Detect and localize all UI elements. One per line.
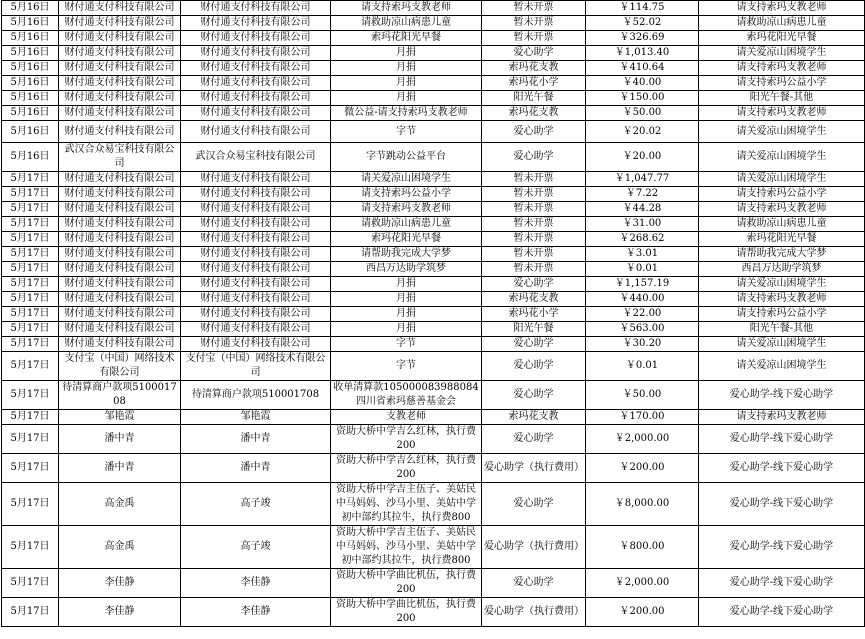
project-cell: 爱心助学（执行费用） (482, 526, 586, 569)
channel-cell: 财付通支付科技有限公司 (181, 91, 331, 106)
table-row (2, 61, 865, 76)
table-row (2, 121, 865, 143)
purpose-cell: 请支持索玛公益小学 (699, 307, 865, 322)
purpose-cell: 爱心助学-线下爱心助学 (699, 598, 865, 627)
table-row (2, 526, 865, 569)
memo-cell: 请救助凉山病患儿童 (331, 16, 482, 31)
project-cell: 爱心助学 (482, 337, 586, 352)
date-cell: 5月16日 (2, 61, 59, 76)
amount-cell: ￥20.02 (586, 121, 699, 143)
channel-cell: 邹艳霞 (181, 410, 331, 425)
payer-cell: 财付通支付科技有限公司 (59, 232, 181, 247)
memo-cell: 资助大桥中学吉主伍子、美姑民中马妈妈、沙马小里、美姑中学初中部约其拉牛，执行费800 (331, 483, 482, 526)
memo-cell: 索玛花阳光早餐 (331, 31, 482, 46)
project-cell: 爱心助学 (482, 381, 586, 410)
date-cell: 5月17日 (2, 262, 59, 277)
table-row (2, 31, 865, 46)
payer-cell: 武汉合众易宝科技有限公司 (59, 143, 181, 172)
date-cell: 5月17日 (2, 247, 59, 262)
payer-cell: 高金禹 (59, 483, 181, 526)
amount-cell: ￥200.00 (586, 454, 699, 483)
memo-cell: 请支持索玛支教老师 (331, 1, 482, 16)
purpose-cell: 请关爱凉山困境学生 (699, 143, 865, 172)
project-cell: 索玛花支教 (482, 410, 586, 425)
memo-cell: 月捐 (331, 292, 482, 307)
purpose-cell: 爱心助学-线下爱心助学 (699, 425, 865, 454)
purpose-cell: 阳光午餐-其他 (699, 91, 865, 106)
project-cell: 爱心助学 (482, 483, 586, 526)
project-cell: 索玛花支教 (482, 61, 586, 76)
amount-cell: ￥150.00 (586, 91, 699, 106)
date-cell: 5月16日 (2, 106, 59, 121)
channel-cell: 财付通支付科技有限公司 (181, 121, 331, 143)
channel-cell: 财付通支付科技有限公司 (181, 202, 331, 217)
table-row (2, 1, 865, 16)
payer-cell: 财付通支付科技有限公司 (59, 46, 181, 61)
payer-cell: 财付通支付科技有限公司 (59, 31, 181, 46)
date-cell: 5月17日 (2, 526, 59, 569)
memo-cell: 月捐 (331, 322, 482, 337)
memo-cell: 字节跳动公益平台 (331, 143, 482, 172)
date-cell: 5月16日 (2, 121, 59, 143)
date-cell: 5月17日 (2, 598, 59, 627)
purpose-cell: 请关爱凉山困境学生 (699, 121, 865, 143)
table-row (2, 381, 865, 410)
amount-cell: ￥2,000.00 (586, 425, 699, 454)
payer-cell: 潘中青 (59, 454, 181, 483)
table-row (2, 307, 865, 322)
channel-cell: 财付通支付科技有限公司 (181, 232, 331, 247)
date-cell: 5月17日 (2, 381, 59, 410)
payer-cell: 财付通支付科技有限公司 (59, 91, 181, 106)
amount-cell: ￥268.62 (586, 232, 699, 247)
amount-cell: ￥3.01 (586, 247, 699, 262)
purpose-cell: 请关爱凉山困境学生 (699, 46, 865, 61)
purpose-cell: 请帮助我完成大学梦 (699, 247, 865, 262)
amount-cell: ￥170.00 (586, 410, 699, 425)
amount-cell: ￥31.00 (586, 217, 699, 232)
project-cell: 爱心助学 (482, 425, 586, 454)
project-cell: 爱心助学 (482, 569, 586, 598)
amount-cell: ￥50.00 (586, 381, 699, 410)
memo-cell: 索玛花阳光早餐 (331, 232, 482, 247)
purpose-cell: 请支持索玛公益小学 (699, 76, 865, 91)
channel-cell: 潘中青 (181, 425, 331, 454)
project-cell: 暂未开票 (482, 187, 586, 202)
table-row (2, 46, 865, 61)
project-cell: 阳光午餐 (482, 322, 586, 337)
channel-cell: 财付通支付科技有限公司 (181, 247, 331, 262)
date-cell: 5月16日 (2, 91, 59, 106)
date-cell: 5月16日 (2, 76, 59, 91)
project-cell: 暂未开票 (482, 172, 586, 187)
channel-cell: 财付通支付科技有限公司 (181, 31, 331, 46)
purpose-cell: 请关爱凉山困境学生 (699, 277, 865, 292)
amount-cell: ￥0.01 (586, 262, 699, 277)
table-row (2, 202, 865, 217)
amount-cell: ￥20.00 (586, 143, 699, 172)
amount-cell: ￥1,157.19 (586, 277, 699, 292)
date-cell: 5月17日 (2, 232, 59, 247)
date-cell: 5月17日 (2, 337, 59, 352)
channel-cell: 高子竣 (181, 526, 331, 569)
date-cell: 5月17日 (2, 352, 59, 381)
project-cell: 暂未开票 (482, 247, 586, 262)
project-cell: 暂未开票 (482, 16, 586, 31)
date-cell: 5月17日 (2, 292, 59, 307)
payer-cell: 财付通支付科技有限公司 (59, 292, 181, 307)
channel-cell: 财付通支付科技有限公司 (181, 187, 331, 202)
purpose-cell: 请支持索玛支教老师 (699, 1, 865, 16)
donation-ledger-table (1, 0, 865, 627)
amount-cell: ￥30.20 (586, 337, 699, 352)
table-row (2, 106, 865, 121)
amount-cell: ￥800.00 (586, 526, 699, 569)
channel-cell: 财付通支付科技有限公司 (181, 172, 331, 187)
amount-cell: ￥1,047.77 (586, 172, 699, 187)
memo-cell: 字节 (331, 352, 482, 381)
memo-cell: 请关爱凉山困境学生 (331, 172, 482, 187)
memo-cell: 月捐 (331, 277, 482, 292)
memo-cell: 资助大桥中学曲比机伍，执行费200 (331, 569, 482, 598)
table-row (2, 410, 865, 425)
payer-cell: 财付通支付科技有限公司 (59, 187, 181, 202)
channel-cell: 武汉合众易宝科技有限公司 (181, 143, 331, 172)
channel-cell: 高子竣 (181, 483, 331, 526)
amount-cell: ￥52.02 (586, 16, 699, 31)
memo-cell: 请支持索玛公益小学 (331, 187, 482, 202)
purpose-cell: 请支持索玛支教老师 (699, 202, 865, 217)
date-cell: 5月17日 (2, 410, 59, 425)
date-cell: 5月17日 (2, 277, 59, 292)
channel-cell: 待清算商户款项510001708 (181, 381, 331, 410)
memo-cell: 资助大桥中学吉么红林，执行费200 (331, 454, 482, 483)
payer-cell: 财付通支付科技有限公司 (59, 106, 181, 121)
project-cell: 暂未开票 (482, 1, 586, 16)
purpose-cell: 请救助凉山病患儿童 (699, 217, 865, 232)
purpose-cell: 请支持索玛支教老师 (699, 106, 865, 121)
payer-cell: 财付通支付科技有限公司 (59, 16, 181, 31)
purpose-cell: 索玛花阳光早餐 (699, 31, 865, 46)
memo-cell: 月捐 (331, 61, 482, 76)
amount-cell: ￥50.00 (586, 106, 699, 121)
amount-cell: ￥200.00 (586, 598, 699, 627)
table-row (2, 247, 865, 262)
table-row (2, 232, 865, 247)
payer-cell: 李佳静 (59, 569, 181, 598)
payer-cell: 财付通支付科技有限公司 (59, 172, 181, 187)
project-cell: 暂未开票 (482, 31, 586, 46)
memo-cell: 字节 (331, 337, 482, 352)
amount-cell: ￥1,013.40 (586, 46, 699, 61)
amount-cell: ￥7.22 (586, 187, 699, 202)
purpose-cell: 爱心助学-线下爱心助学 (699, 483, 865, 526)
date-cell: 5月17日 (2, 454, 59, 483)
payer-cell: 财付通支付科技有限公司 (59, 337, 181, 352)
amount-cell: ￥2,000.00 (586, 569, 699, 598)
channel-cell: 李佳静 (181, 569, 331, 598)
date-cell: 5月16日 (2, 31, 59, 46)
ledger-body (2, 1, 865, 627)
project-cell: 爱心助学 (482, 352, 586, 381)
project-cell: 爱心助学 (482, 277, 586, 292)
table-row (2, 172, 865, 187)
project-cell: 暂未开票 (482, 202, 586, 217)
channel-cell: 财付通支付科技有限公司 (181, 337, 331, 352)
project-cell: 索玛花支教 (482, 106, 586, 121)
payer-cell: 财付通支付科技有限公司 (59, 322, 181, 337)
table-row (2, 292, 865, 307)
project-cell: 爱心助学 (482, 121, 586, 143)
project-cell: 爱心助学（执行费用） (482, 598, 586, 627)
memo-cell: 支教老师 (331, 410, 482, 425)
amount-cell: ￥563.00 (586, 322, 699, 337)
date-cell: 5月17日 (2, 187, 59, 202)
date-cell: 5月16日 (2, 16, 59, 31)
table-row (2, 262, 865, 277)
channel-cell: 财付通支付科技有限公司 (181, 76, 331, 91)
date-cell: 5月17日 (2, 322, 59, 337)
memo-cell: 请帮助我完成大学梦 (331, 247, 482, 262)
purpose-cell: 阳光午餐-其他 (699, 322, 865, 337)
purpose-cell: 请支持索玛公益小学 (699, 187, 865, 202)
channel-cell: 财付通支付科技有限公司 (181, 217, 331, 232)
memo-cell: 西昌万达助学筑梦 (331, 262, 482, 277)
channel-cell: 潘中青 (181, 454, 331, 483)
memo-cell: 请救助凉山病患儿童 (331, 217, 482, 232)
amount-cell: ￥410.64 (586, 61, 699, 76)
project-cell: 索玛花小学 (482, 307, 586, 322)
payer-cell: 邹艳霞 (59, 410, 181, 425)
project-cell: 索玛花小学 (482, 76, 586, 91)
date-cell: 5月16日 (2, 46, 59, 61)
purpose-cell: 请支持索玛支教老师 (699, 410, 865, 425)
date-cell: 5月16日 (2, 143, 59, 172)
payer-cell: 财付通支付科技有限公司 (59, 247, 181, 262)
project-cell: 暂未开票 (482, 232, 586, 247)
payer-cell: 财付通支付科技有限公司 (59, 262, 181, 277)
payer-cell: 待清算商户款项510001708 (59, 381, 181, 410)
payer-cell: 财付通支付科技有限公司 (59, 61, 181, 76)
memo-cell: 资助大桥中学曲比机伍，执行费200 (331, 598, 482, 627)
table-row (2, 322, 865, 337)
date-cell: 5月17日 (2, 569, 59, 598)
table-row (2, 352, 865, 381)
payer-cell: 财付通支付科技有限公司 (59, 1, 181, 16)
payer-cell: 财付通支付科技有限公司 (59, 121, 181, 143)
amount-cell: ￥8,000.00 (586, 483, 699, 526)
amount-cell: ￥326.69 (586, 31, 699, 46)
project-cell: 暂未开票 (482, 217, 586, 232)
channel-cell: 财付通支付科技有限公司 (181, 1, 331, 16)
project-cell: 爱心助学（执行费用） (482, 454, 586, 483)
channel-cell: 财付通支付科技有限公司 (181, 322, 331, 337)
table-row (2, 483, 865, 526)
date-cell: 5月16日 (2, 1, 59, 16)
channel-cell: 财付通支付科技有限公司 (181, 46, 331, 61)
table-row (2, 598, 865, 627)
project-cell: 爱心助学 (482, 143, 586, 172)
purpose-cell: 请救助凉山病患儿童 (699, 16, 865, 31)
memo-cell: 月捐 (331, 46, 482, 61)
memo-cell: 资助大桥中学吉主伍子、美姑民中马妈妈、沙马小里、美姑中学初中部约其拉牛，执行费800 (331, 526, 482, 569)
channel-cell: 李佳静 (181, 598, 331, 627)
date-cell: 5月17日 (2, 172, 59, 187)
purpose-cell: 西昌万达助学筑梦 (699, 262, 865, 277)
channel-cell: 财付通支付科技有限公司 (181, 292, 331, 307)
table-row (2, 143, 865, 172)
payer-cell: 支付宝（中国）网络技术有限公司 (59, 352, 181, 381)
memo-cell: 微公益-请支持索玛支教老师 (331, 106, 482, 121)
date-cell: 5月17日 (2, 202, 59, 217)
payer-cell: 财付通支付科技有限公司 (59, 307, 181, 322)
table-row (2, 217, 865, 232)
table-row (2, 187, 865, 202)
payer-cell: 高金禹 (59, 526, 181, 569)
date-cell: 5月17日 (2, 425, 59, 454)
purpose-cell: 索玛花阳光早餐 (699, 232, 865, 247)
project-cell: 暂未开票 (482, 262, 586, 277)
table-row (2, 16, 865, 31)
amount-cell: ￥114.75 (586, 1, 699, 16)
purpose-cell: 请支持索玛支教老师 (699, 61, 865, 76)
project-cell: 索玛花支教 (482, 292, 586, 307)
memo-cell: 月捐 (331, 76, 482, 91)
table-row (2, 91, 865, 106)
channel-cell: 财付通支付科技有限公司 (181, 16, 331, 31)
table-row (2, 277, 865, 292)
purpose-cell: 爱心助学-线下爱心助学 (699, 454, 865, 483)
memo-cell: 收单清算款105000083988084四川省索玛慈善基金会 (331, 381, 482, 410)
memo-cell: 字节 (331, 121, 482, 143)
table-row (2, 454, 865, 483)
date-cell: 5月17日 (2, 307, 59, 322)
channel-cell: 财付通支付科技有限公司 (181, 307, 331, 322)
purpose-cell: 请关爱凉山困境学生 (699, 172, 865, 187)
payer-cell: 财付通支付科技有限公司 (59, 217, 181, 232)
project-cell: 阳光午餐 (482, 91, 586, 106)
channel-cell: 支付宝（中国）网络技术有限公司 (181, 352, 331, 381)
table-row (2, 76, 865, 91)
payer-cell: 财付通支付科技有限公司 (59, 202, 181, 217)
payer-cell: 财付通支付科技有限公司 (59, 277, 181, 292)
purpose-cell: 请关爱凉山困境学生 (699, 337, 865, 352)
memo-cell: 资助大桥中学吉么红林，执行费200 (331, 425, 482, 454)
memo-cell: 月捐 (331, 307, 482, 322)
date-cell: 5月17日 (2, 483, 59, 526)
table-row (2, 425, 865, 454)
date-cell: 5月17日 (2, 217, 59, 232)
channel-cell: 财付通支付科技有限公司 (181, 277, 331, 292)
amount-cell: ￥22.00 (586, 307, 699, 322)
purpose-cell: 爱心助学-线下爱心助学 (699, 381, 865, 410)
channel-cell: 财付通支付科技有限公司 (181, 61, 331, 76)
channel-cell: 财付通支付科技有限公司 (181, 106, 331, 121)
amount-cell: ￥440.00 (586, 292, 699, 307)
channel-cell: 财付通支付科技有限公司 (181, 262, 331, 277)
purpose-cell: 爱心助学-线下爱心助学 (699, 526, 865, 569)
payer-cell: 李佳静 (59, 598, 181, 627)
payer-cell: 财付通支付科技有限公司 (59, 76, 181, 91)
amount-cell: ￥40.00 (586, 76, 699, 91)
table-row (2, 337, 865, 352)
amount-cell: ￥44.28 (586, 202, 699, 217)
project-cell: 爱心助学 (482, 46, 586, 61)
amount-cell: ￥0.01 (586, 352, 699, 381)
memo-cell: 请支持索玛支教老师 (331, 202, 482, 217)
payer-cell: 潘中青 (59, 425, 181, 454)
purpose-cell: 爱心助学-线下爱心助学 (699, 569, 865, 598)
purpose-cell: 请支持索玛支教老师 (699, 292, 865, 307)
purpose-cell: 请关爱凉山困境学生 (699, 352, 865, 381)
table-row (2, 569, 865, 598)
memo-cell: 月捐 (331, 91, 482, 106)
